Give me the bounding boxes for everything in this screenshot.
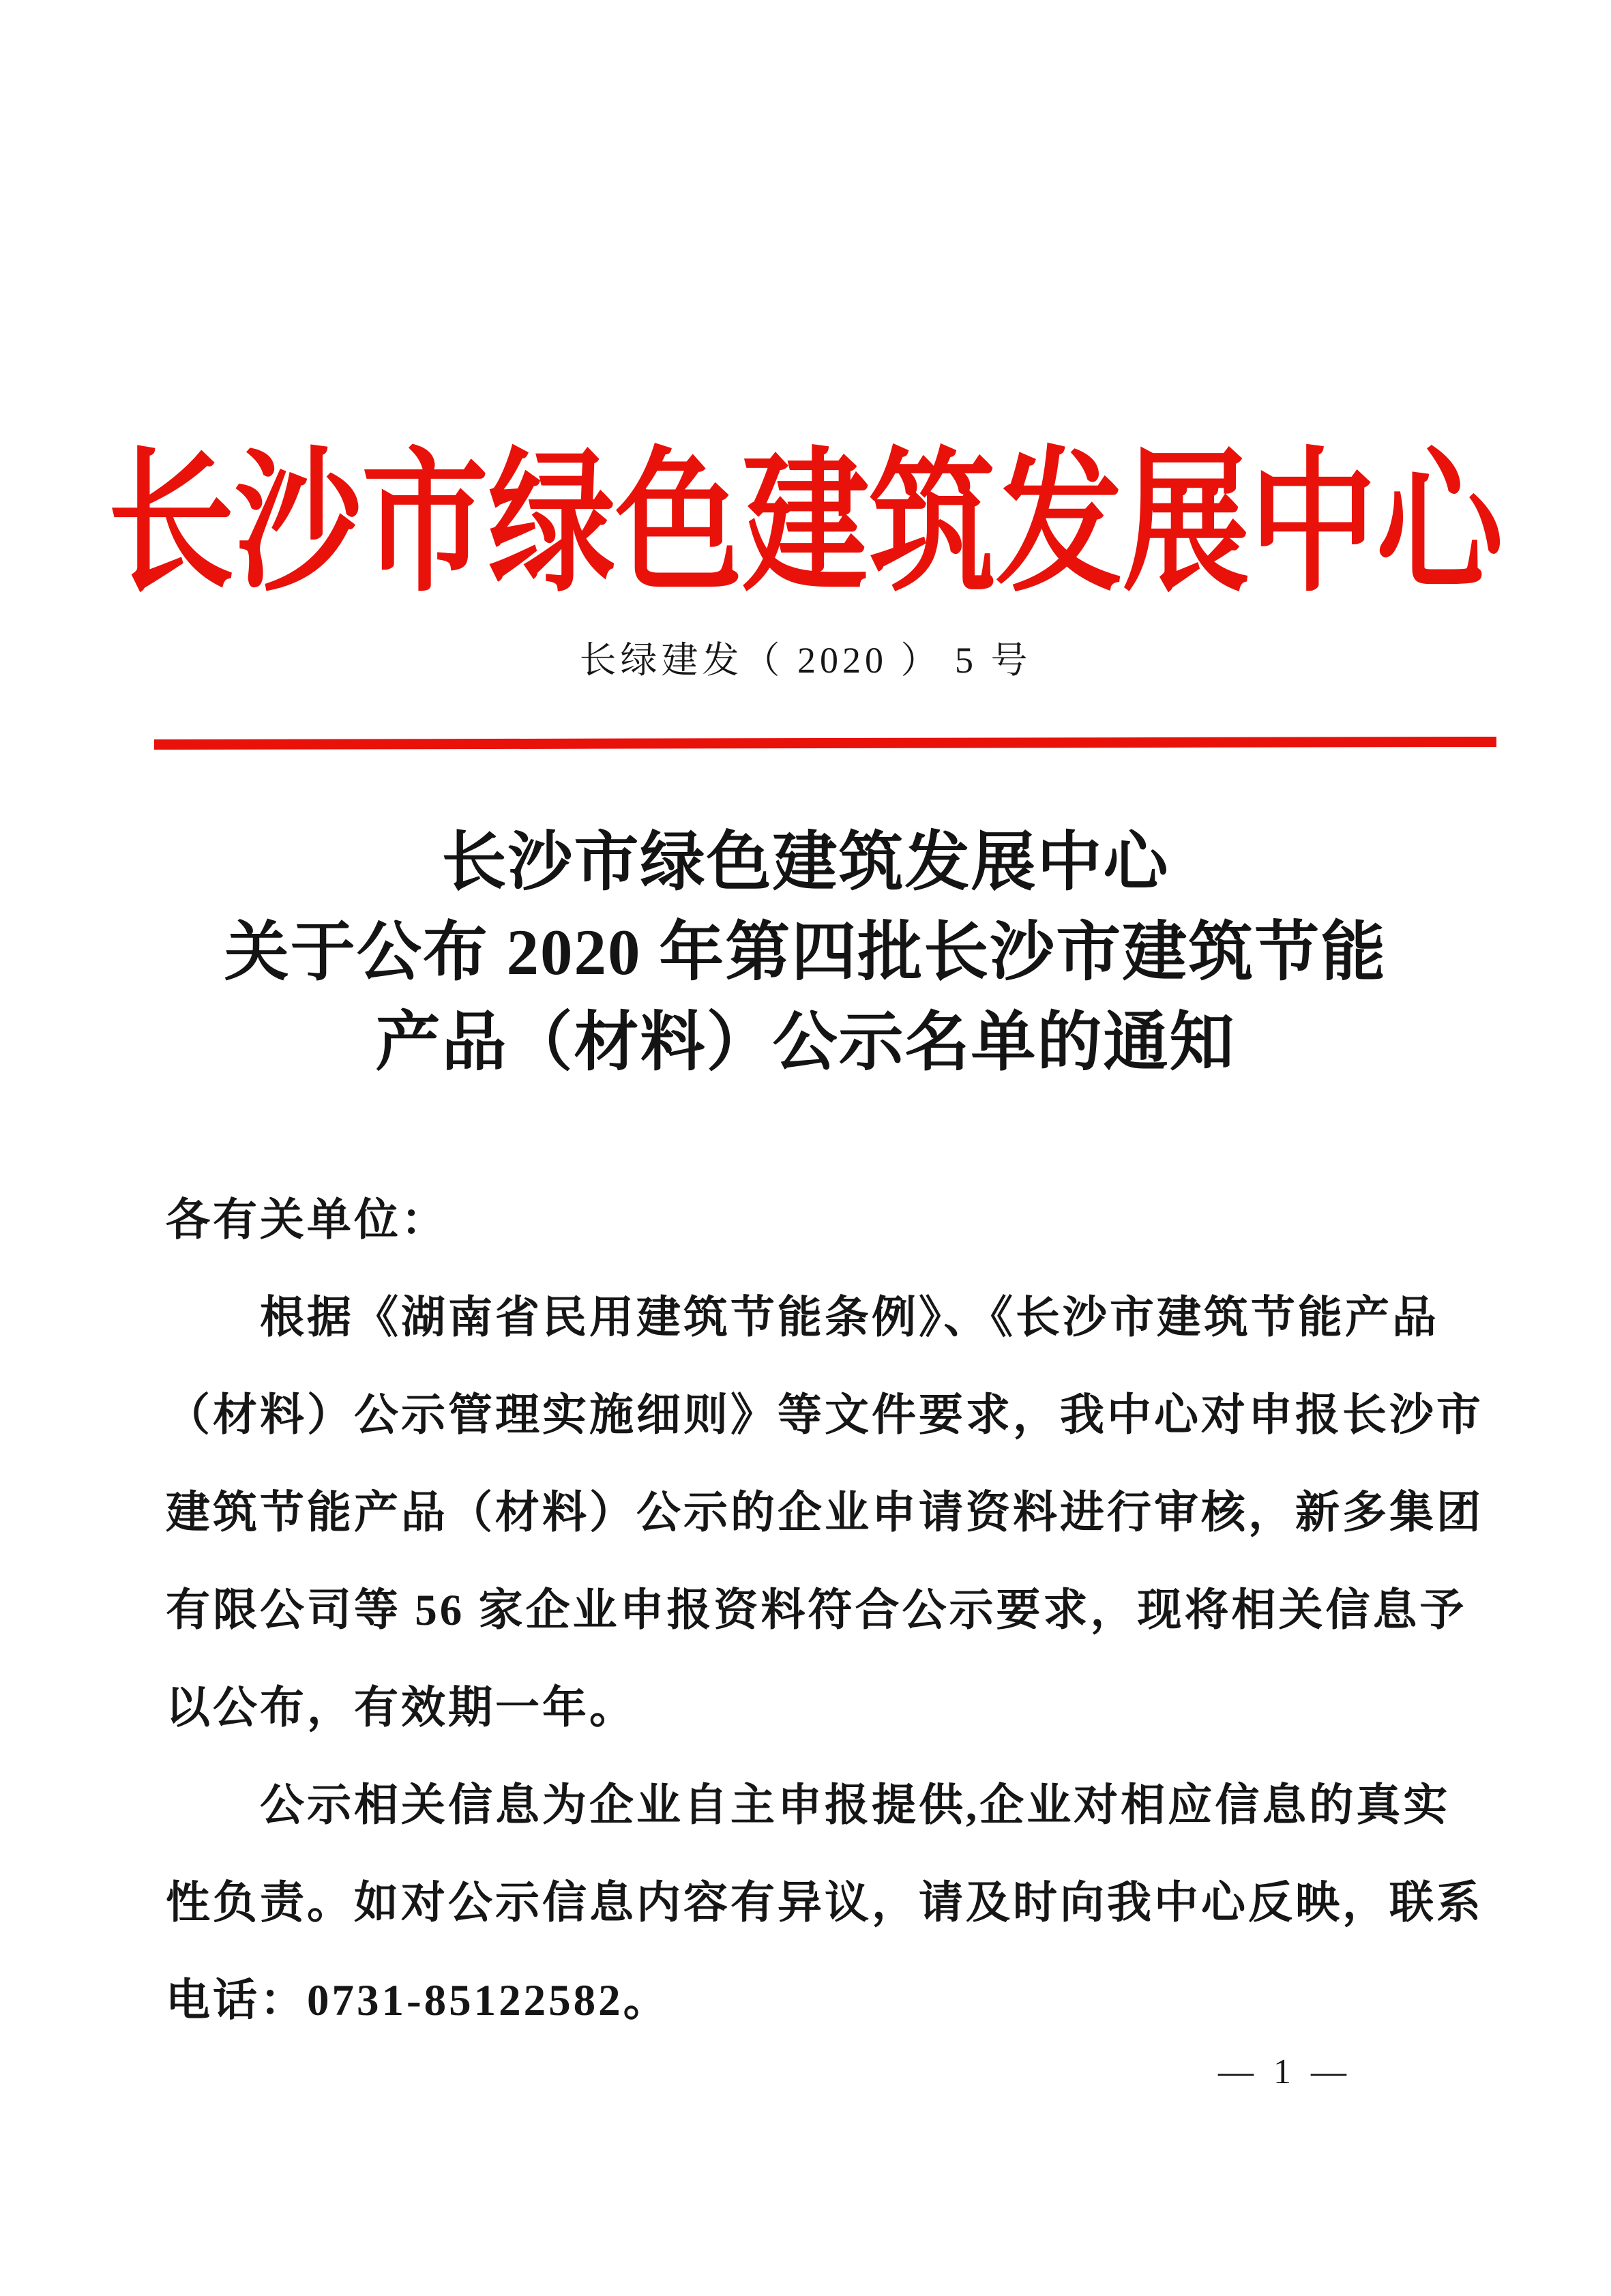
salutation-line: 各有关单位： — [166, 1196, 449, 1245]
body-line: 公示相关信息为企业自主申报提供,企业对相应信息的真实 — [260, 1781, 1451, 1830]
letterhead-divider-rule — [154, 737, 1496, 750]
body-line: 以公布，有效期一年。 — [166, 1683, 637, 1733]
document-title-line-2: 关于公布 2020 年第四批长沙市建筑节能 — [224, 916, 1387, 988]
body-line: 根据《湖南省民用建筑节能条例》、《长沙市建筑节能产品 — [260, 1293, 1440, 1342]
document-title — [0, 817, 1611, 1087]
document-title-line-1: 长沙市绿色建筑发展中心 — [441, 826, 1170, 898]
body-line: 建筑节能产品（材料）公示的企业申请资料进行审核，新多集团 — [166, 1488, 1484, 1537]
body-line: 有限公司等 56 家企业申报资料符合公示要求，现将相关信息予 — [166, 1586, 1467, 1635]
contact-phone-line: 电话：0731-85122582。 — [166, 1976, 670, 2025]
body-line: （材料）公示管理实施细则》等文件要求，我中心对申报长沙市 — [166, 1391, 1484, 1440]
page-number: — 1 — — [1218, 2052, 1352, 2091]
body-line: 性负责。如对公示信息内容有异议，请及时向我中心反映，联系 — [166, 1879, 1484, 1928]
doc-reference-number: 长绿建发（ 2020 ） 5 号 — [579, 640, 1032, 681]
letterhead-org-title: 长沙市绿色建筑发展中心 — [107, 439, 1503, 610]
document-body — [166, 1172, 1484, 2050]
document-title-line-3: 产品（材料）公示名单的通知 — [375, 1006, 1236, 1078]
